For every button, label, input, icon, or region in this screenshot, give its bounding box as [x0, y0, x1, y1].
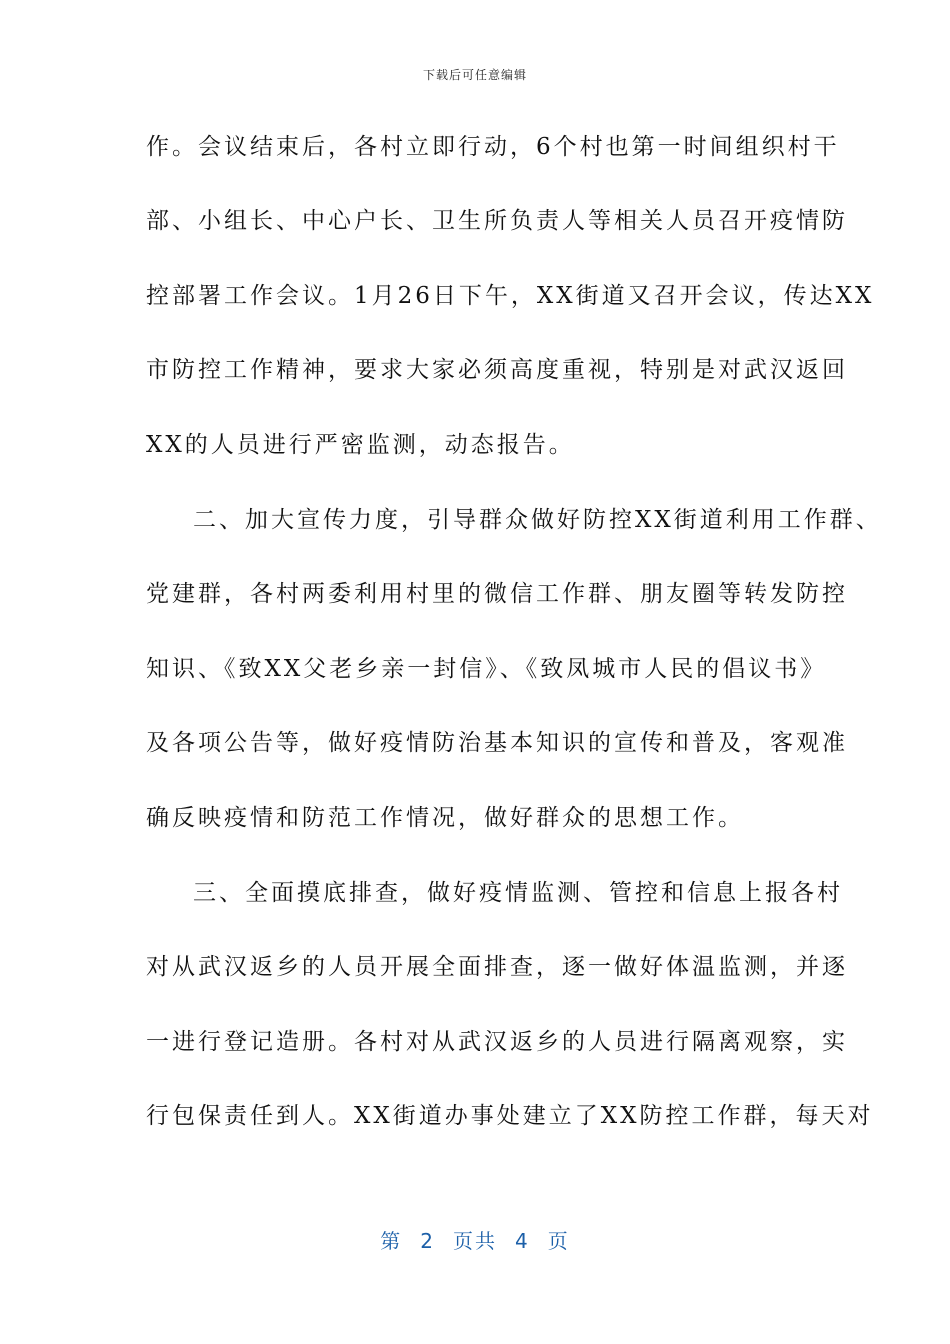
text-line: 控部署工作会议。1月26日下午，XX街道又召开会议，传达XX	[146, 283, 875, 309]
text-line: 确反映疫情和防范工作情况，做好群众的思想工作。	[146, 805, 744, 831]
text-line: 知识、《致XX父老乡亲一封信》、《致凤城市人民的倡议书》	[146, 656, 827, 682]
footer-page-number: 2	[420, 1229, 435, 1253]
text-line: 一进行登记造册。各村对从武汉返乡的人员进行隔离观察，实	[146, 1029, 848, 1055]
footer-middle: 页共	[453, 1229, 497, 1253]
text-line: 及各项公告等，做好疫情防治基本知识的宣传和普及，客观准	[146, 730, 848, 756]
text-line: 行包保责任到人。XX街道办事处建立了XX防控工作群，每天对	[146, 1103, 874, 1129]
text-line: 市防控工作精神，要求大家必须高度重视，特别是对武汉返回	[146, 357, 848, 383]
paragraph-start-line: 三、全面摸底排查，做好疫情监测、管控和信息上报各村	[193, 880, 843, 906]
text-line: 对从武汉返乡的人员开展全面排查，逐一做好体温监测，并逐	[146, 954, 848, 980]
text-line: 党建群，各村两委利用村里的微信工作群、朋友圈等转发防控	[146, 581, 848, 607]
footer-total-pages: 4	[515, 1229, 530, 1253]
footer-prefix: 第	[380, 1229, 403, 1253]
page-header: 下载后可任意编辑	[422, 68, 527, 82]
text-line: XX的人员进行严密监测，动态报告。	[146, 432, 575, 458]
paragraph-start-line: 二、加大宣传力度，引导群众做好防控XX街道利用工作群、	[193, 507, 882, 533]
text-line: 作。会议结束后，各村立即行动，6个村也第一时间组织村干	[146, 134, 840, 160]
text-line: 部、小组长、中心户长、卫生所负责人等相关人员召开疫情防	[146, 208, 848, 234]
page-footer	[0, 1225, 950, 1254]
footer-suffix: 页	[547, 1229, 570, 1253]
